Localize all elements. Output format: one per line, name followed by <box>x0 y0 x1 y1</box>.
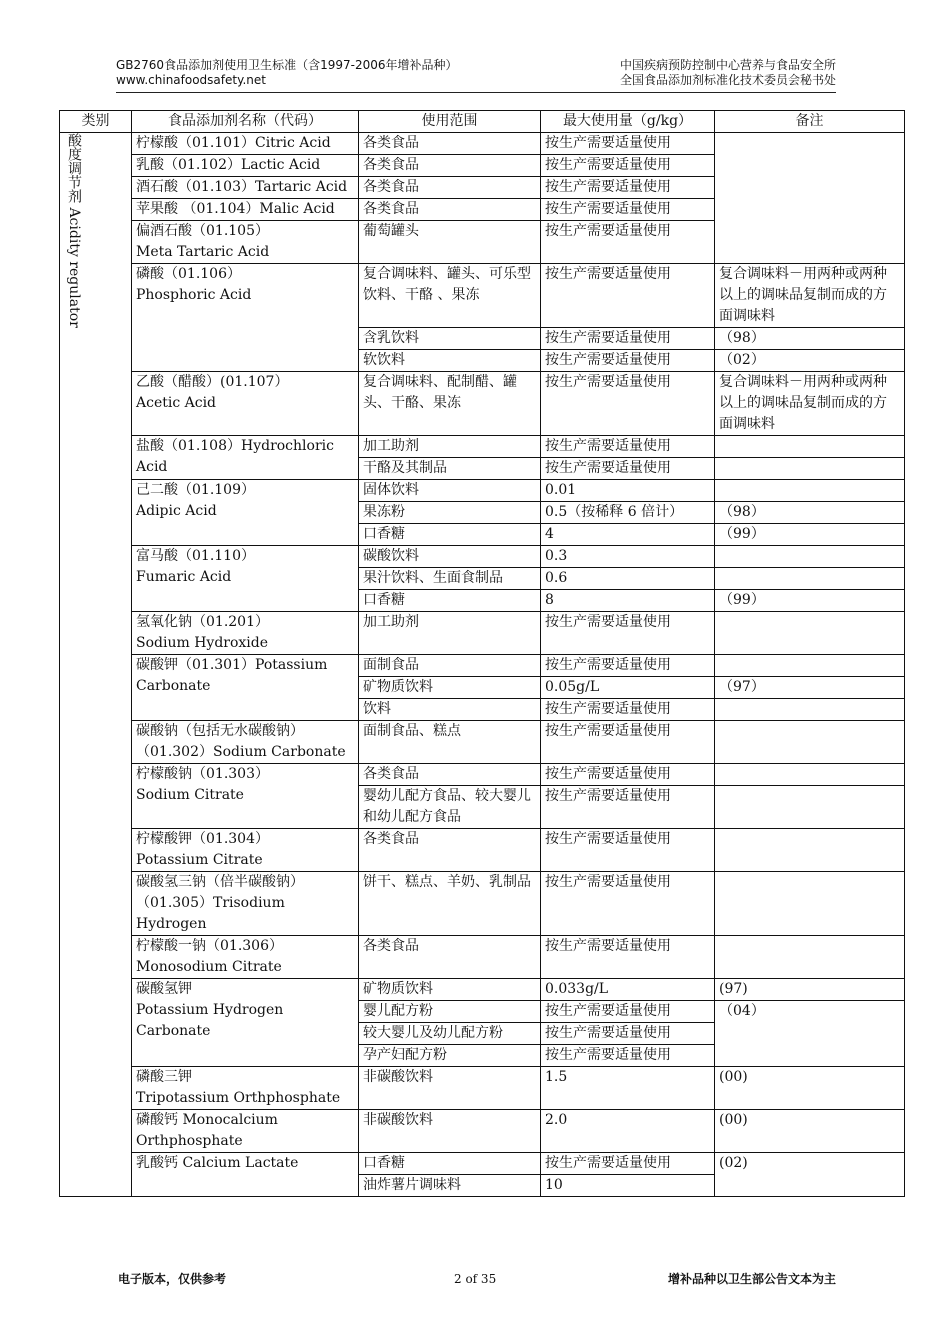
note-cell: (97) <box>715 979 905 1001</box>
max-cell: 按生产需要适量使用 <box>541 872 715 936</box>
table-header-row <box>60 111 905 133</box>
scope-cell: 各类食品 <box>359 764 541 786</box>
note-cell: (02) <box>715 1153 905 1197</box>
header-website: www.chinafoodsafety.net <box>116 73 266 87</box>
note-cell <box>715 546 905 568</box>
table-row <box>60 829 905 872</box>
max-cell: 按生产需要适量使用 <box>541 264 715 328</box>
scope-cell: 各类食品 <box>359 155 541 177</box>
table-row <box>60 1153 905 1175</box>
scope-cell: 各类食品 <box>359 133 541 155</box>
additive-name <box>132 546 359 612</box>
max-cell: 0.033g/L <box>541 979 715 1001</box>
name-line: 碳酸钾（01.301）Potassium <box>136 657 328 673</box>
note-cell <box>715 872 905 936</box>
scope-cell: 固体饮料 <box>359 480 541 502</box>
max-cell: 按生产需要适量使用 <box>541 1153 715 1175</box>
page-number: 2 of 35 <box>454 1272 497 1286</box>
name-line: 磷酸（01.106） <box>136 266 241 282</box>
note-cell: （98） <box>715 502 905 524</box>
name-line: （01.302）Sodium Carbonate <box>136 744 346 760</box>
note-cell: （98） <box>715 328 905 350</box>
name-line: Potassium Hydrogen <box>136 1002 284 1018</box>
name-line: Sodium Citrate <box>136 787 244 803</box>
name-line: Carbonate <box>136 1023 211 1039</box>
name-line: Tripotassium Orthphosphate <box>136 1090 341 1106</box>
additive-name <box>132 199 359 221</box>
scope-cell: 婴儿配方粉 <box>359 1001 541 1023</box>
max-cell: 按生产需要适量使用 <box>541 655 715 677</box>
name-line: （01.305）Trisodium <box>136 895 285 911</box>
max-cell: 按生产需要适量使用 <box>541 350 715 372</box>
max-cell: 按生产需要适量使用 <box>541 721 715 764</box>
note-cell <box>715 764 905 786</box>
additive-name <box>132 1110 359 1153</box>
max-cell: 8 <box>541 590 715 612</box>
note-cell: (00) <box>715 1110 905 1153</box>
table-row <box>60 264 905 328</box>
table-row <box>60 133 905 155</box>
table-row <box>60 764 905 786</box>
additive-name <box>132 155 359 177</box>
scope-cell: 矿物质饮料 <box>359 677 541 699</box>
header-standard-title: GB2760食品添加剂使用卫生标准（含1997-2006年增补品种） <box>116 58 458 72</box>
name-line: 柠檬酸一钠（01.306） <box>136 938 283 954</box>
scope-cell: 非碳酸饮料 <box>359 1067 541 1110</box>
max-cell: 按生产需要适量使用 <box>541 221 715 264</box>
table-row <box>60 655 905 677</box>
name-line: Phosphoric Acid <box>136 287 252 303</box>
name-line: 乳酸（01.102）Lactic Acid <box>136 157 321 173</box>
col-max-usage: 最大使用量（g/kg） <box>541 111 715 133</box>
max-cell: 按生产需要适量使用 <box>541 199 715 221</box>
note-cell: 复合调味料－用两种或两种以上的调味品复制而成的方面调味料 <box>715 264 905 328</box>
note-cell <box>715 612 905 655</box>
name-line: Orthphosphate <box>136 1133 243 1149</box>
note-cell: （97） <box>715 677 905 699</box>
table-row <box>60 480 905 502</box>
header-right <box>620 58 836 88</box>
name-line: 偏酒石酸（01.105） <box>136 223 269 239</box>
note-cell <box>715 721 905 764</box>
table-row <box>60 436 905 458</box>
additive-name <box>132 264 359 372</box>
name-line: 碳酸氢三钠（倍半碳酸钠） <box>136 874 304 890</box>
name-line: Fumaric Acid <box>136 569 232 585</box>
note-cell <box>715 786 905 829</box>
max-cell: 0.3 <box>541 546 715 568</box>
table-row <box>60 612 905 655</box>
col-category: 类别 <box>60 111 132 133</box>
name-line: 磷酸钙 Monocalcium <box>136 1112 278 1128</box>
scope-cell: 果冻粉 <box>359 502 541 524</box>
additive-name <box>132 612 359 655</box>
additive-name <box>132 177 359 199</box>
additive-name <box>132 436 359 480</box>
additive-name <box>132 1067 359 1110</box>
name-line: Potassium Citrate <box>136 852 263 868</box>
additive-name <box>132 721 359 764</box>
additive-name <box>132 872 359 936</box>
category-label: 酸度调节剂 Acidity regulator <box>66 133 82 328</box>
name-line: 苹果酸 （01.104）Malic Acid <box>136 201 335 217</box>
scope-cell: 加工助剂 <box>359 436 541 458</box>
max-cell: 0.01 <box>541 480 715 502</box>
note-cell: （99） <box>715 590 905 612</box>
category-cell <box>60 133 132 1197</box>
note-cell <box>715 133 905 264</box>
scope-cell: 口香糖 <box>359 590 541 612</box>
name-line: Adipic Acid <box>136 503 217 519</box>
max-cell: 按生产需要适量使用 <box>541 328 715 350</box>
scope-cell: 软饮料 <box>359 350 541 372</box>
additive-name <box>132 829 359 872</box>
additive-name <box>132 655 359 721</box>
name-line: 碳酸氢钾 <box>136 981 192 997</box>
name-line: 酒石酸（01.103）Tartaric Acid <box>136 179 348 195</box>
scope-cell: 口香糖 <box>359 1153 541 1175</box>
note-cell: (00) <box>715 1067 905 1110</box>
max-cell: 按生产需要适量使用 <box>541 786 715 829</box>
header-divider <box>116 92 836 93</box>
max-cell: 4 <box>541 524 715 546</box>
max-cell: 按生产需要适量使用 <box>541 458 715 480</box>
additive-name <box>132 764 359 829</box>
scope-cell: 矿物质饮料 <box>359 979 541 1001</box>
footer-note: 增补品种以卫生部公告文本为主 <box>667 1272 836 1286</box>
note-cell: 复合调味料－用两种或两种以上的调味品复制而成的方面调味料 <box>715 372 905 436</box>
max-cell: 按生产需要适量使用 <box>541 829 715 872</box>
col-note: 备注 <box>715 111 905 133</box>
name-line: Meta Tartaric Acid <box>136 244 270 260</box>
max-cell: 按生产需要适量使用 <box>541 1023 715 1045</box>
max-cell: 1.5 <box>541 1067 715 1110</box>
note-cell <box>715 829 905 872</box>
additive-name <box>132 133 359 155</box>
table-row <box>60 1110 905 1153</box>
name-line: 柠檬酸钾（01.304） <box>136 831 269 847</box>
scope-cell: 各类食品 <box>359 199 541 221</box>
scope-cell: 干酪及其制品 <box>359 458 541 480</box>
scope-cell: 葡萄罐头 <box>359 221 541 264</box>
note-cell <box>715 655 905 677</box>
name-line: Sodium Hydroxide <box>136 635 269 651</box>
max-cell: 按生产需要适量使用 <box>541 155 715 177</box>
note-cell <box>715 436 905 458</box>
scope-cell: 口香糖 <box>359 524 541 546</box>
scope-cell: 面制食品、糕点 <box>359 721 541 764</box>
max-cell: 按生产需要适量使用 <box>541 177 715 199</box>
name-line: 碳酸钠（包括无水碳酸钠） <box>136 723 304 739</box>
max-cell: 按生产需要适量使用 <box>541 436 715 458</box>
name-line: Acetic Acid <box>136 395 217 411</box>
name-line: 乳酸钙 Calcium Lactate <box>136 1155 299 1171</box>
scope-cell: 各类食品 <box>359 177 541 199</box>
additive-name <box>132 936 359 979</box>
note-cell <box>715 936 905 979</box>
table-row <box>60 546 905 568</box>
col-scope: 使用范围 <box>359 111 541 133</box>
note-cell <box>715 458 905 480</box>
table-row <box>60 721 905 764</box>
max-cell: 按生产需要适量使用 <box>541 133 715 155</box>
scope-cell: 各类食品 <box>359 829 541 872</box>
table-row <box>60 1067 905 1110</box>
note-cell: （99） <box>715 524 905 546</box>
scope-cell: 孕产妇配方粉 <box>359 1045 541 1067</box>
note-cell: （02） <box>715 350 905 372</box>
scope-cell: 非碳酸饮料 <box>359 1110 541 1153</box>
scope-cell: 复合调味料、罐头、可乐型饮料、干酪 、果冻 <box>359 264 541 328</box>
max-cell: 按生产需要适量使用 <box>541 1045 715 1067</box>
name-line: Hydrogen <box>136 916 207 932</box>
name-line: 己二酸（01.109） <box>136 482 255 498</box>
max-cell: 按生产需要适量使用 <box>541 372 715 436</box>
name-line: 盐酸（01.108）Hydrochloric <box>136 438 334 454</box>
max-cell: 按生产需要适量使用 <box>541 764 715 786</box>
name-line: 柠檬酸钠（01.303） <box>136 766 269 782</box>
scope-cell: 加工助剂 <box>359 612 541 655</box>
scope-cell: 各类食品 <box>359 936 541 979</box>
max-cell: 按生产需要适量使用 <box>541 699 715 721</box>
additive-table <box>59 110 905 1197</box>
note-cell: （04） <box>715 1001 905 1067</box>
additive-name <box>132 221 359 264</box>
header-committee: 全国食品添加剂标准化技术委员会秘书处 <box>619 73 836 87</box>
name-line: Carbonate <box>136 678 211 694</box>
max-cell: 10 <box>541 1175 715 1197</box>
scope-cell: 含乳饮料 <box>359 328 541 350</box>
name-line: 磷酸三钾 <box>136 1069 192 1085</box>
scope-cell: 果汁饮料、生面食制品 <box>359 568 541 590</box>
additive-name <box>132 979 359 1067</box>
name-line: 柠檬酸（01.101）Citric Acid <box>136 135 331 151</box>
name-line: 乙酸（醋酸）(01.107） <box>136 374 289 390</box>
table-row <box>60 872 905 936</box>
footer-disclaimer: 电子版本，仅供参考 <box>118 1272 227 1286</box>
additive-name <box>132 372 359 436</box>
max-cell: 按生产需要适量使用 <box>541 936 715 979</box>
scope-cell: 饮料 <box>359 699 541 721</box>
max-cell: 2.0 <box>541 1110 715 1153</box>
scope-cell: 婴幼儿配方食品、较大婴儿和幼儿配方食品 <box>359 786 541 829</box>
additive-name <box>132 1153 359 1197</box>
scope-cell: 碳酸饮料 <box>359 546 541 568</box>
scope-cell: 饼干、糕点、羊奶、乳制品 <box>359 872 541 936</box>
table-row <box>60 372 905 436</box>
table-row <box>60 936 905 979</box>
header-institute: 中国疾病预防控制中心营养与食品安全所 <box>619 58 836 72</box>
max-cell: 按生产需要适量使用 <box>541 1001 715 1023</box>
name-line: 富马酸（01.110） <box>136 548 255 564</box>
name-line: 氢氧化钠（01.201） <box>136 614 269 630</box>
note-cell <box>715 568 905 590</box>
col-additive-name: 食品添加剂名称（代码） <box>132 111 359 133</box>
max-cell: 按生产需要适量使用 <box>541 612 715 655</box>
header-left <box>116 58 457 88</box>
table-row <box>60 979 905 1001</box>
scope-cell: 面制食品 <box>359 655 541 677</box>
name-line: Acid <box>136 459 168 475</box>
max-cell: 0.6 <box>541 568 715 590</box>
max-cell: 0.05g/L <box>541 677 715 699</box>
scope-cell: 较大婴儿及幼儿配方粉 <box>359 1023 541 1045</box>
note-cell <box>715 699 905 721</box>
max-cell: 0.5（按稀释 6 倍计） <box>541 502 715 524</box>
scope-cell: 复合调味料、配制醋、罐头、干酪、果冻 <box>359 372 541 436</box>
scope-cell: 油炸薯片调味料 <box>359 1175 541 1197</box>
name-line: Monosodium Citrate <box>136 959 282 975</box>
additive-name <box>132 480 359 546</box>
note-cell <box>715 480 905 502</box>
